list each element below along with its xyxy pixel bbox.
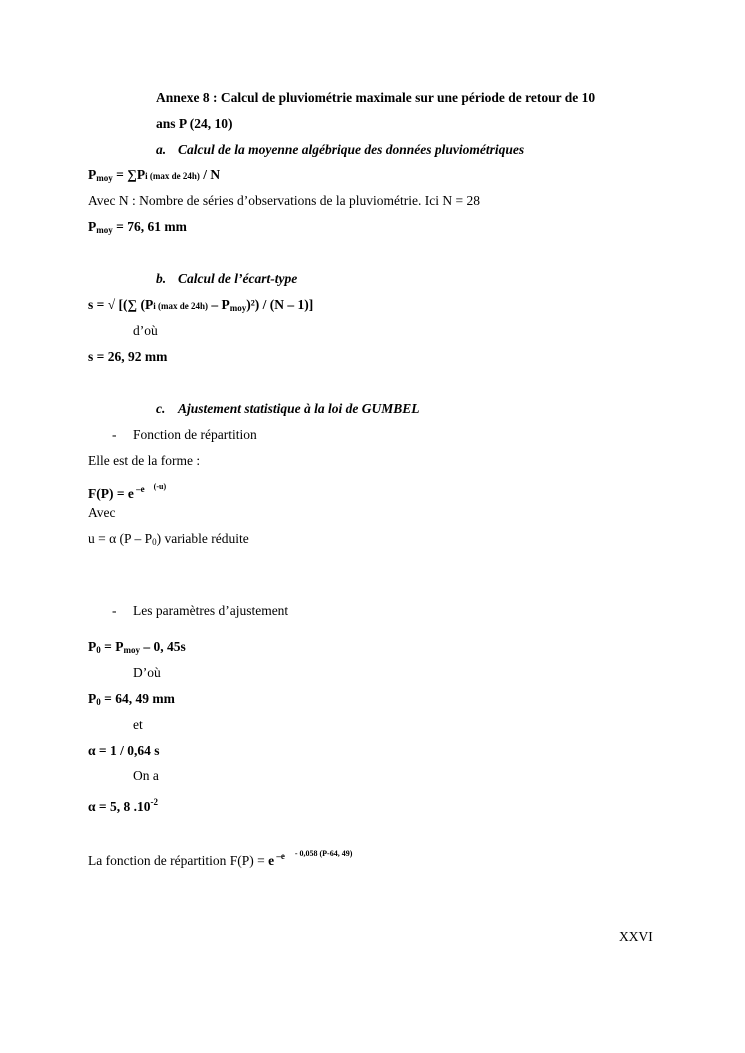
section-c-heading — [156, 401, 420, 417]
max24h-subscript: (max de 24h) — [147, 171, 200, 181]
alpha-formula: α = 1 / 0,64 s — [88, 743, 160, 758]
section-a-marker: a. — [156, 142, 167, 157]
max24h-subscript: (max de 24h) — [155, 301, 208, 311]
section-b-heading — [156, 271, 297, 287]
p0-formula — [88, 639, 186, 658]
annex-title-line2: ans P (24, 10) — [156, 116, 233, 131]
avec-n-text: Avec N : Nombre de séries d’observations de la pluviométrie. Ici N = 28 — [88, 193, 481, 208]
bullet-dash-1: - — [112, 427, 117, 442]
dou-text: d’où — [133, 323, 158, 338]
p0-value: = 64, 49 mm — [100, 691, 175, 706]
fp-formula — [88, 479, 166, 502]
page-number: XXVI — [619, 929, 653, 944]
p-symbol: P — [88, 167, 97, 182]
pmoy-value: = 76, 61 mm — [112, 219, 187, 234]
u-def-pre: u = α (P – P — [88, 531, 153, 546]
final-e: e — [268, 853, 275, 868]
p0-formula-end: – 0, 45s — [139, 639, 186, 654]
moy-subscript: moy — [123, 645, 140, 655]
bullet-dash-2: - — [112, 603, 117, 618]
et-text: et — [133, 717, 143, 732]
p-symbol: P — [88, 639, 97, 654]
i-subscript: i — [153, 301, 156, 311]
final-text: La fonction de répartition F(P) = — [88, 853, 269, 868]
bullet-parametres: Les paramètres d’ajustement — [133, 603, 289, 618]
std-result: s = 26, 92 mm — [88, 349, 168, 364]
sum-p: = ∑P — [112, 167, 146, 182]
zero-subscript: 0 — [96, 697, 101, 707]
final-fp — [88, 846, 352, 869]
forme-text: Elle est de la forme : — [88, 453, 201, 468]
i-subscript: i — [145, 171, 148, 181]
p0-result — [88, 691, 175, 710]
dou2-text: D’où — [133, 665, 161, 680]
p-symbol: P — [88, 219, 97, 234]
moy-subscript: moy — [96, 173, 113, 183]
fp-base: F(P) = e — [88, 486, 134, 501]
u-def-post: ) variable réduite — [156, 531, 249, 546]
moy-subscript: moy — [229, 303, 247, 313]
fp-exp-u: (-u) — [153, 482, 167, 491]
std-formula — [88, 297, 313, 316]
zero-subscript: 0 — [152, 537, 157, 547]
pmoy-formula — [88, 167, 220, 186]
section-b-title: Calcul de l’écart-type — [178, 271, 298, 286]
zero-subscript: 0 — [96, 645, 101, 655]
pmoy-result — [88, 219, 187, 238]
final-exp-value: - 0,058 (P-64, 49) — [294, 849, 353, 858]
alpha-exponent: -2 — [150, 797, 158, 807]
equals-p: = P — [100, 639, 124, 654]
divide-n: / N — [199, 167, 221, 182]
on-a-text: On a — [133, 768, 159, 783]
alpha-result — [88, 794, 158, 815]
section-a-heading — [156, 142, 524, 158]
section-c-marker: c. — [156, 401, 166, 416]
std-formula-pre: s = √ [(∑ (P — [88, 297, 154, 312]
bullet-repartition: Fonction de répartition — [133, 427, 257, 442]
std-formula-end: )²) / (N – 1)] — [246, 297, 314, 312]
section-a-title: Calcul de la moyenne algébrique des données pluviométriques — [178, 142, 525, 157]
u-definition — [88, 531, 249, 550]
p-symbol: P — [88, 691, 97, 706]
alpha-base: α = 5, 8 .10 — [88, 799, 151, 814]
final-exp-e: –e — [274, 851, 285, 861]
avec-text: Avec — [88, 505, 116, 520]
fp-exp-e: –e — [133, 484, 145, 494]
annex-title-line1: Annexe 8 : Calcul de pluviométrie maximale sur une période de retour de 10 — [156, 90, 596, 105]
section-c-title: Ajustement statistique à la loi de GUMBEL — [178, 401, 420, 416]
moy-subscript: moy — [96, 225, 113, 235]
minus-p: – P — [207, 297, 230, 312]
section-b-marker: b. — [156, 271, 167, 286]
